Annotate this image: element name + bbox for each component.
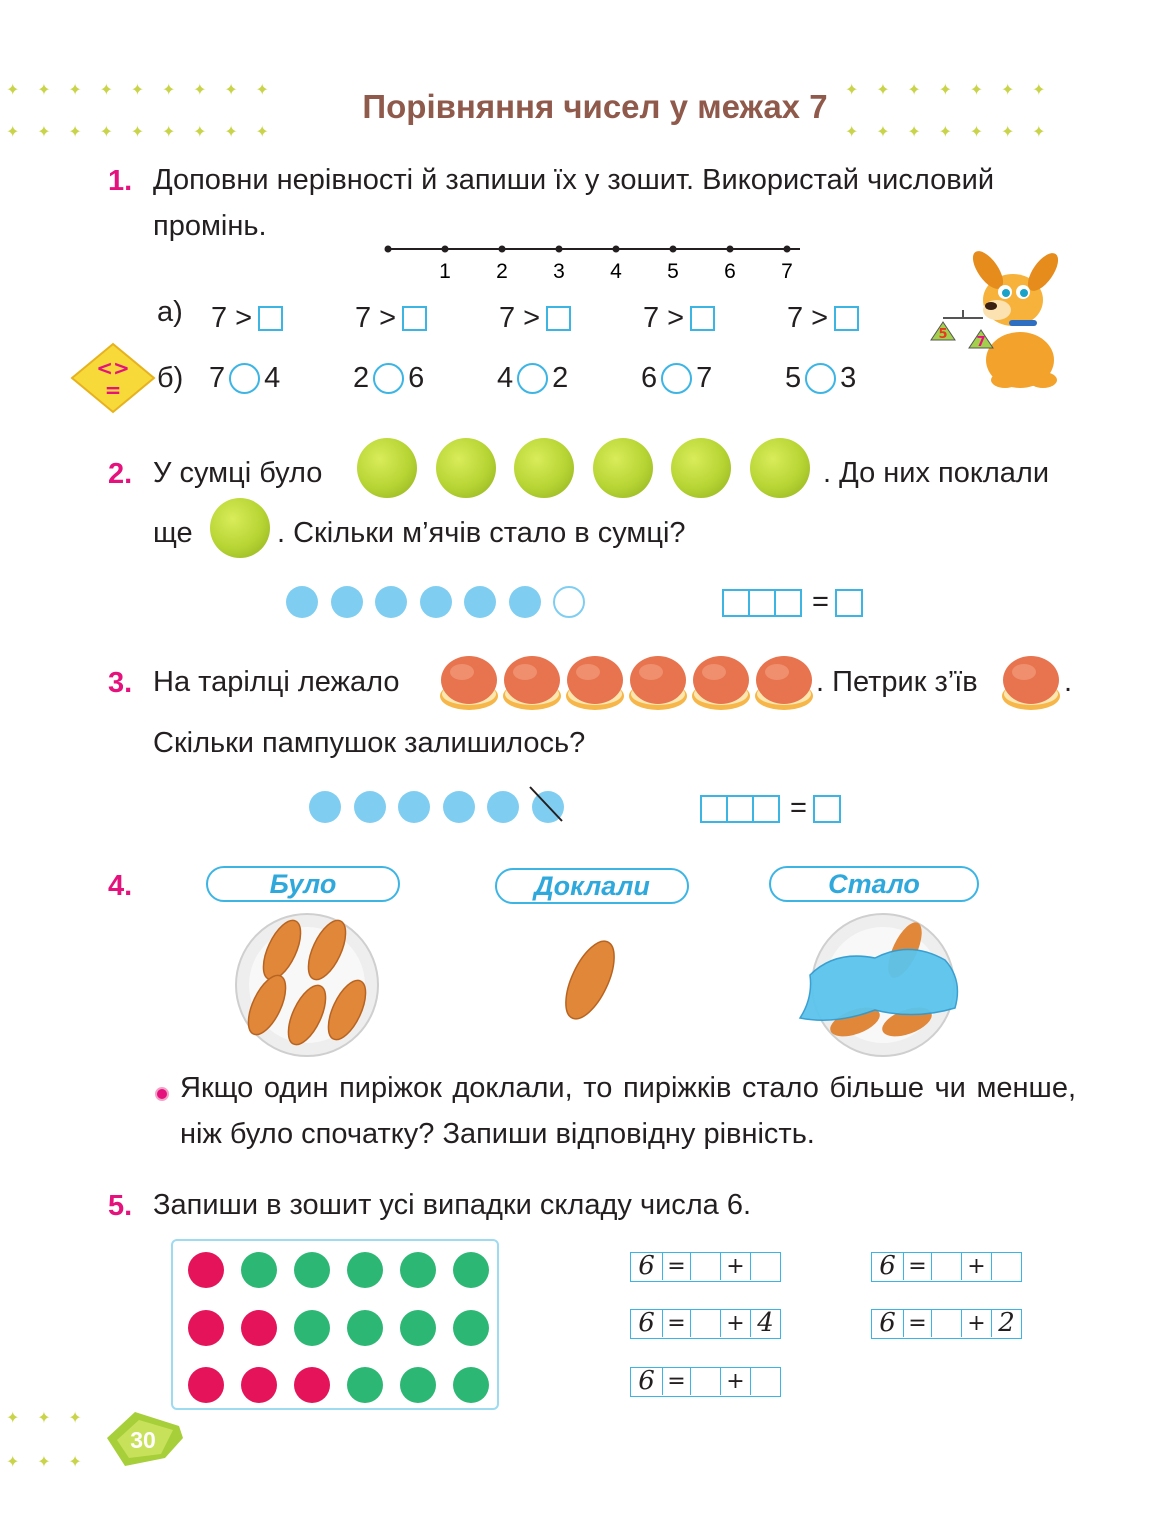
composition-equation [630, 1252, 781, 1282]
composition-equation [871, 1309, 1022, 1339]
compare-circle[interactable] [661, 363, 692, 394]
bun [438, 652, 500, 714]
pink-dot [188, 1367, 224, 1403]
covered-plate-illustration [795, 910, 970, 1060]
answer-box[interactable] [726, 795, 754, 823]
decor-stars-bottom-2: ✦ ✦ ✦ [6, 1454, 82, 1471]
inequality-text: 7 > [787, 302, 829, 334]
decor-stars-top-2: ✦ ✦ ✦ ✦ ✦ ✦ ✦ ✦ ✦ [6, 124, 269, 141]
tennis-ball [436, 438, 496, 498]
compare-circle[interactable] [805, 363, 836, 394]
dog-with-scales-illustration [925, 240, 1075, 395]
counter-dot [398, 791, 430, 823]
comparison-b [785, 362, 856, 395]
task3-number: 3. [108, 667, 133, 699]
equation-cell: = [663, 1253, 691, 1280]
blank-cell[interactable] [751, 1253, 780, 1280]
task1-row-a [157, 296, 212, 333]
answer-box[interactable] [834, 306, 859, 331]
blank-cell[interactable] [691, 1368, 721, 1395]
green-dot [453, 1252, 489, 1288]
tennis-ball [671, 438, 731, 498]
comparison-b [641, 362, 712, 395]
tennis-ball-extra [210, 498, 270, 558]
task1-text: Доповни нерівності й запиши їх у зошит. Використай числовий промінь. [153, 164, 995, 242]
compare-left: 6 [641, 362, 658, 394]
counter-dot [420, 586, 452, 618]
bullet-dot [155, 1087, 169, 1101]
bun [690, 652, 752, 714]
bun [501, 652, 563, 714]
ray-point [727, 246, 734, 253]
bun-eaten [1000, 652, 1062, 714]
bun [627, 652, 689, 714]
ray-point [613, 246, 620, 253]
equals-sign: = [812, 586, 829, 618]
decor-stars-top-4: ✦ ✦ ✦ ✦ ✦ ✦ ✦ [845, 124, 1046, 141]
svg-text:30: 30 [130, 1427, 156, 1453]
equation-cell: 4 [757, 1308, 774, 1338]
comparison-b [497, 362, 568, 395]
inequality-text: 7 > [499, 302, 541, 334]
task2-text-a: У сумці було [153, 457, 323, 489]
answer-box[interactable] [258, 306, 283, 331]
equation-cell: + [721, 1253, 751, 1280]
tennis-ball [750, 438, 810, 498]
compare-left: 5 [785, 362, 802, 394]
green-dot [294, 1310, 330, 1346]
green-dot [347, 1252, 383, 1288]
compare-right: 2 [552, 362, 569, 394]
ray-point [442, 246, 449, 253]
decor-stars-top-3: ✦ ✦ ✦ ✦ ✦ ✦ ✦ [845, 82, 1046, 99]
ray-point [670, 246, 677, 253]
bun [564, 652, 626, 714]
inequality-text: 7 > [643, 302, 685, 334]
ray-point [784, 246, 791, 253]
crossed-counter-dot [532, 791, 564, 823]
bun [753, 652, 815, 714]
equation-cell: = [663, 1368, 691, 1395]
label-doklaly: Доклали [495, 868, 689, 904]
counter-dot [286, 586, 318, 618]
inequality-text: 7 > [355, 302, 397, 334]
answer-box[interactable] [813, 795, 841, 823]
row-b-label: б) [157, 362, 184, 394]
blank-cell[interactable] [751, 1368, 780, 1395]
ray-point [499, 246, 506, 253]
equation-cell: = [904, 1253, 932, 1280]
compare-badge-icon [70, 342, 156, 414]
task1-row-b [157, 362, 183, 395]
answer-box[interactable] [835, 589, 863, 617]
equation-cell: 6 [631, 1368, 663, 1395]
task1-number: 1. [108, 165, 133, 197]
task2-number: 2. [108, 458, 133, 490]
comparison-b [209, 362, 280, 395]
page-number-badge [95, 1408, 187, 1470]
green-dot [453, 1367, 489, 1403]
task3-text-a: На тарілці лежало [153, 666, 400, 698]
equation-cell: = [904, 1310, 932, 1337]
green-dot [453, 1310, 489, 1346]
green-dot [347, 1310, 383, 1346]
answer-box[interactable] [748, 589, 776, 617]
equation-cell: + [721, 1310, 751, 1337]
green-dot [400, 1252, 436, 1288]
compare-right: 3 [840, 362, 857, 394]
task4-question: Якщо один пиріжок доклали, то пиріжків стало більше чи менше, ніж було спочатку? Запиши відповідну рівність. [180, 1072, 1076, 1150]
compare-left: 7 [209, 362, 226, 394]
blank-cell[interactable] [691, 1310, 721, 1337]
blank-cell[interactable] [932, 1310, 962, 1337]
pink-dot [188, 1252, 224, 1288]
decor-stars-top-1: ✦ ✦ ✦ ✦ ✦ ✦ ✦ ✦ ✦ [6, 82, 269, 99]
counter-dot [309, 791, 341, 823]
svg-text:<>: <> [96, 356, 130, 380]
counter-dot [443, 791, 475, 823]
pink-dot [241, 1310, 277, 1346]
label-stalo: Стало [769, 866, 979, 902]
green-dot [400, 1310, 436, 1346]
answer-box[interactable] [546, 306, 571, 331]
tennis-ball [357, 438, 417, 498]
compare-right: 4 [264, 362, 281, 394]
equals-sign: = [790, 792, 807, 824]
inequality-a [787, 302, 859, 335]
counter-dot [464, 586, 496, 618]
equation-cell: 6 [872, 1253, 904, 1280]
equation-cell: = [663, 1310, 691, 1337]
inequality-a [355, 302, 427, 335]
pink-dot [294, 1367, 330, 1403]
task2-answer-boxes [724, 586, 863, 619]
task2-text-d: . Скільки м’ячів стало в сумці? [277, 517, 686, 549]
green-dot [400, 1367, 436, 1403]
equation-cell: 6 [631, 1310, 663, 1337]
ray-point [385, 246, 392, 253]
page-title: Порівняння чисел у межах 7 [362, 88, 828, 125]
counter-dot [487, 791, 519, 823]
task2-text-b: . До них поклали [823, 457, 1050, 489]
compare-circle[interactable] [373, 363, 404, 394]
task2-text-c: ще [153, 517, 193, 549]
compare-circle[interactable] [517, 363, 548, 394]
svg-text:=: = [104, 378, 122, 402]
blank-cell[interactable] [992, 1253, 1021, 1280]
task4-number: 4. [108, 870, 133, 902]
task3-text-d: Скільки пампушок залишилось? [153, 727, 586, 759]
counter-dot [331, 586, 363, 618]
inequality-text: 7 > [211, 302, 253, 334]
green-dot [347, 1367, 383, 1403]
single-pie-illustration [555, 935, 625, 1025]
pink-dot [188, 1310, 224, 1346]
ray-label: 2 [496, 260, 508, 283]
inequality-a [643, 302, 715, 335]
answer-box[interactable] [752, 795, 780, 823]
number-ray [380, 238, 810, 288]
inequality-a [499, 302, 571, 335]
compare-right: 6 [408, 362, 425, 394]
blank-cell[interactable] [932, 1253, 962, 1280]
comparison-b [353, 362, 424, 395]
pink-dot [241, 1367, 277, 1403]
composition-equation [871, 1252, 1022, 1282]
blank-cell[interactable] [691, 1253, 721, 1280]
tennis-ball [514, 438, 574, 498]
compare-right: 7 [696, 362, 713, 394]
ray-label: 4 [610, 260, 622, 283]
svg-text:5: 5 [938, 327, 948, 342]
equation-cell: + [721, 1368, 751, 1395]
answer-box[interactable] [700, 795, 728, 823]
counter-dot [375, 586, 407, 618]
tennis-ball [593, 438, 653, 498]
equation-cell: 2 [998, 1308, 1015, 1338]
answer-box[interactable] [774, 589, 802, 617]
task5-text: Запиши в зошит усі випадки складу числа 6. [153, 1189, 752, 1221]
label-bulo: Було [206, 866, 400, 902]
ray-label: 1 [439, 260, 451, 283]
green-dot [241, 1252, 277, 1288]
ray-label: 6 [724, 260, 736, 283]
equation-cell: + [962, 1310, 992, 1337]
inequality-a [211, 302, 283, 335]
task3-text-c: . [1064, 666, 1073, 698]
answer-box[interactable] [402, 306, 427, 331]
counter-dot [509, 586, 541, 618]
equation-cell: 6 [631, 1253, 663, 1280]
task3-answer-boxes [702, 792, 841, 825]
ray-label: 3 [553, 260, 565, 283]
compare-left: 2 [353, 362, 370, 394]
plate-with-pies-illustration [232, 910, 382, 1060]
answer-box[interactable] [690, 306, 715, 331]
ray-label: 5 [667, 260, 679, 283]
decor-stars-bottom-1: ✦ ✦ ✦ [6, 1410, 82, 1427]
composition-equation [630, 1309, 781, 1339]
answer-box[interactable] [722, 589, 750, 617]
svg-text:7: 7 [976, 335, 986, 350]
green-dot [294, 1252, 330, 1288]
empty-counter-dot [553, 586, 585, 618]
ray-point [556, 246, 563, 253]
task3-text-b: . Петрик з’їв [816, 666, 978, 698]
row-a-label: а) [157, 296, 183, 328]
compare-left: 4 [497, 362, 514, 394]
equation-cell: + [962, 1253, 992, 1280]
equation-cell: 6 [872, 1310, 904, 1337]
task5-number: 5. [108, 1190, 133, 1222]
counter-dot [354, 791, 386, 823]
ray-label: 7 [781, 260, 793, 283]
compare-circle[interactable] [229, 363, 260, 394]
composition-equation [630, 1367, 781, 1397]
